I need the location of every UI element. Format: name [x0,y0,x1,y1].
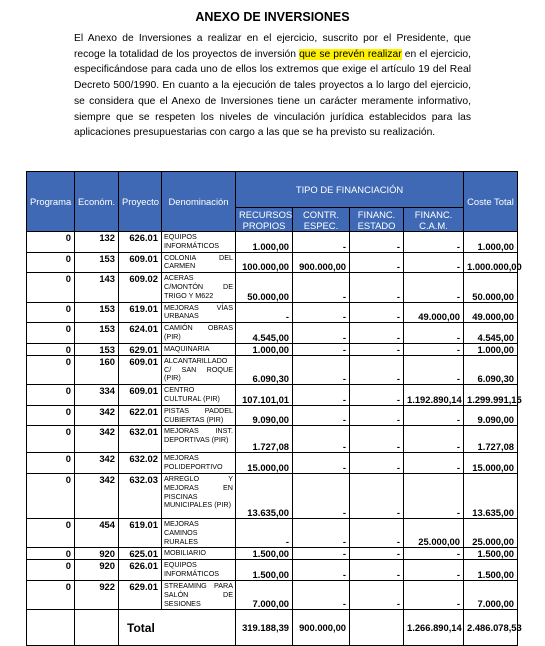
total-financ-cam: 1.266.890,14 [404,610,464,646]
cell-coste-total: 1.500,00 [464,548,518,560]
cell-financ-cam: - [404,343,464,355]
investment-table [26,171,522,646]
cell-contr-espec: - [293,232,350,253]
cell-programa: 0 [27,355,75,384]
cell-recursos-propios: 1.500,00 [236,548,293,560]
cell-financ-cam: - [404,426,464,453]
cell-contr-espec: - [293,560,350,581]
cell-denominacion: PISTAS PADDEL CUBIERTAS (PIR) [162,405,236,426]
cell-contr-espec: - [293,273,350,302]
cell-economica: 153 [75,252,119,273]
cell-programa: 0 [27,580,75,609]
cell-contr-espec: - [293,343,350,355]
table-row [27,385,518,406]
cell-denominacion: MEJORAS CAMINOS RURALES [162,518,236,547]
table-row [27,355,518,384]
cell-proyecto: 625.01 [119,548,162,560]
cell-programa: 0 [27,323,75,344]
cell-denominacion: MAQUINARIA [162,343,236,355]
table-row [27,580,518,609]
cell-contr-espec: - [293,426,350,453]
table-row [27,518,518,547]
cell-financ-cam: - [404,453,464,474]
cell-financ-cam: - [404,580,464,609]
cell-programa: 0 [27,548,75,560]
cell-contr-espec: - [293,355,350,384]
total-row [27,610,518,646]
cell-proyecto: 626.01 [119,232,162,253]
header-proyecto: Proyecto [119,172,162,232]
cell-recursos-propios: 1.727,08 [236,426,293,453]
table-row [27,473,518,518]
cell-economica: 920 [75,548,119,560]
cell-financ-cam: - [404,405,464,426]
cell-denominacion: ACERAS C/MONTÓN DE TRIGO Y M622 [162,273,236,302]
cell-recursos-propios: 9.090,00 [236,405,293,426]
cell-financ-cam: - [404,252,464,273]
cell-proyecto: 626.01 [119,560,162,581]
table-row [27,323,518,344]
header-contr-espec: CONTR. ESPEC. [293,208,350,232]
cell-recursos-propios: 100.000,00 [236,252,293,273]
cell-denominacion: MEJORAS VÍAS URBANAS [162,302,236,323]
cell-proyecto: 609.01 [119,252,162,273]
cell-proyecto: 622.01 [119,405,162,426]
header-financ-estado: FINANC. ESTADO [350,208,404,232]
cell-programa: 0 [27,473,75,518]
cell-economica: 153 [75,323,119,344]
cell-programa: 0 [27,273,75,302]
cell-economica: 342 [75,473,119,518]
cell-proyecto: 609.01 [119,385,162,406]
total-label: Total [119,610,236,646]
cell-proyecto: 632.02 [119,453,162,474]
cell-contr-espec: - [293,405,350,426]
cell-recursos-propios: 6.090,30 [236,355,293,384]
cell-proyecto: 619.01 [119,518,162,547]
cell-denominacion: COLONIA DEL CARMEN [162,252,236,273]
header-tipo-financiacion: TIPO DE FINANCIACIÓN [236,172,464,208]
cell-denominacion: CENTRO CULTURAL (PIR) [162,385,236,406]
page-title: ANEXO DE INVERSIONES [195,10,350,24]
cell-programa: 0 [27,385,75,406]
header-financ-cam: FINANC. C.A.M. [404,208,464,232]
cell-denominacion: MEJORAS INST. DEPORTIVAS (PIR) [162,426,236,453]
table-row [27,405,518,426]
cell-coste-total: 9.090,00 [464,405,518,426]
cell-recursos-propios: 107.101,01 [236,385,293,406]
cell-contr-espec: - [293,385,350,406]
cell-recursos-propios: 4.545,00 [236,323,293,344]
header-denominacion: Denominación [162,172,236,232]
cell-proyecto: 609.02 [119,273,162,302]
cell-financ-cam: - [404,473,464,518]
cell-contr-espec: - [293,323,350,344]
cell-recursos-propios: 1.000,00 [236,232,293,253]
cell-programa: 0 [27,560,75,581]
cell-coste-total: 1.727,08 [464,426,518,453]
cell-coste-total: 1.000.000,00 [464,252,518,273]
intro-paragraph [74,31,471,141]
cell-coste-total: 7.000,00 [464,580,518,609]
cell-recursos-propios: 1.500,00 [236,560,293,581]
cell-financ-cam: 25.000,00 [404,518,464,547]
table-body [27,232,522,646]
cell-programa: 0 [27,302,75,323]
cell-financ-cam: - [404,273,464,302]
cell-economica: 153 [75,302,119,323]
cell-economica: 143 [75,273,119,302]
total-empty-cell [27,610,75,646]
cell-denominacion: ARREGLO Y MEJORAS EN PISCINAS MUNICIPALES (PIR) [162,473,236,518]
cell-contr-espec: - [293,580,350,609]
cell-contr-espec: - [293,548,350,560]
cell-coste-total: 1.299.991,15 [464,385,518,406]
table-row [27,232,518,253]
cell-economica: 342 [75,405,119,426]
cell-financ-estado: - [350,273,404,302]
cell-financ-cam: - [404,232,464,253]
cell-contr-espec: - [293,518,350,547]
cell-denominacion: EQUIPOS INFORMÁTICOS [162,560,236,581]
cell-economica: 153 [75,343,119,355]
cell-financ-estado: - [350,580,404,609]
cell-financ-estado: - [350,302,404,323]
cell-recursos-propios: 15.000,00 [236,453,293,474]
cell-financ-cam: - [404,355,464,384]
header-programa: Programa [27,172,75,232]
cell-contr-espec: - [293,473,350,518]
cell-recursos-propios: - [236,518,293,547]
cell-programa: 0 [27,518,75,547]
cell-financ-estado: - [350,343,404,355]
cell-denominacion: CAMIÓN OBRAS (PIR) [162,323,236,344]
cell-financ-estado: - [350,473,404,518]
cell-financ-cam: - [404,323,464,344]
cell-programa: 0 [27,405,75,426]
cell-economica: 132 [75,232,119,253]
cell-financ-estado: - [350,548,404,560]
cell-economica: 342 [75,426,119,453]
cell-financ-cam: 1.192.890,14 [404,385,464,406]
cell-financ-estado: - [350,323,404,344]
cell-economica: 922 [75,580,119,609]
total-contr-espec: 900.000,00 [293,610,350,646]
cell-denominacion: ALCANTARILLADO C/ SAN ROQUE (PIR) [162,355,236,384]
cell-economica: 334 [75,385,119,406]
table-row [27,252,518,273]
cell-financ-estado: - [350,560,404,581]
cell-proyecto: 629.01 [119,343,162,355]
cell-denominacion: STREAMING PARA SALÓN DE SESIONES [162,580,236,609]
cell-coste-total: 1.500,00 [464,560,518,581]
cell-contr-espec: - [293,453,350,474]
cell-recursos-propios: 7.000,00 [236,580,293,609]
cell-recursos-propios: 13.635,00 [236,473,293,518]
cell-recursos-propios: 50.000,00 [236,273,293,302]
cell-economica: 920 [75,560,119,581]
header-recursos-propios: RECURSOS PROPIOS [236,208,293,232]
cell-programa: 0 [27,453,75,474]
cell-coste-total: 49.000,00 [464,302,518,323]
cell-contr-espec: 900.000,00 [293,252,350,273]
table-row [27,273,518,302]
cell-proyecto: 632.01 [119,426,162,453]
cell-proyecto: 632.03 [119,473,162,518]
intro-text-1: El Anexo de Inversiones a realizar en el ejercicio, suscrito por el Presidente, que recoge la totalidad de los proyectos de inversión [74,33,471,60]
cell-denominacion: EQUIPOS INFORMÁTICOS [162,232,236,253]
cell-coste-total: 6.090,30 [464,355,518,384]
cell-financ-estado: - [350,405,404,426]
cell-programa: 0 [27,343,75,355]
cell-economica: 342 [75,453,119,474]
cell-economica: 160 [75,355,119,384]
cell-financ-estado: - [350,453,404,474]
table-row [27,343,518,355]
intro-text-2: en el ejercicio, especificándose para cada uno de ellos los extremos que exige el artículo 19 del Real Decreto 500/1990. En cuanto a la ejecución de tales proyectos a lo largo del ejercicio, se considera que el Anexo de Inversiones tiene un carácter meramente informativo, siempre que se respeten los niveles de vinculación jurídica establecidos para las aplicaciones presupuestarias con cargo a las que se ha previsto su realización. [74,48,472,139]
cell-denominacion: MOBILIARIO [162,548,236,560]
cell-programa: 0 [27,232,75,253]
table-row [27,302,518,323]
highlighted-text: que se prevén realizar [299,48,402,60]
total-recursos-propios: 319.188,39 [236,610,293,646]
cell-coste-total: 1.000,00 [464,343,518,355]
cell-denominacion: MEJORAS POLIDEPORTIVO [162,453,236,474]
cell-proyecto: 624.01 [119,323,162,344]
total-empty-cell [75,610,119,646]
cell-proyecto: 619.01 [119,302,162,323]
cell-programa: 0 [27,252,75,273]
table-row [27,548,518,560]
cell-coste-total: 25.000,00 [464,518,518,547]
cell-coste-total: 13.635,00 [464,473,518,518]
total-financ-estado [350,610,404,646]
header-economica: Económ. [75,172,119,232]
cell-coste-total: 50.000,00 [464,273,518,302]
total-coste-total: 2.486.078,53 [464,610,518,646]
cell-financ-estado: - [350,252,404,273]
table-row [27,426,518,453]
cell-financ-estado: - [350,355,404,384]
cell-recursos-propios: 1.000,00 [236,343,293,355]
cell-financ-cam: 49.000,00 [404,302,464,323]
cell-proyecto: 609.01 [119,355,162,384]
cell-economica: 454 [75,518,119,547]
cell-financ-cam: - [404,548,464,560]
cell-coste-total: 1.000,00 [464,232,518,253]
header-coste-total: Coste Total [464,172,518,232]
cell-programa: 0 [27,426,75,453]
cell-financ-estado: - [350,426,404,453]
cell-coste-total: 4.545,00 [464,323,518,344]
cell-financ-cam: - [404,560,464,581]
cell-contr-espec: - [293,302,350,323]
table-row [27,453,518,474]
cell-proyecto: 629.01 [119,580,162,609]
table-row [27,560,518,581]
cell-financ-estado: - [350,385,404,406]
cell-recursos-propios: - [236,302,293,323]
cell-financ-estado: - [350,518,404,547]
cell-financ-estado: - [350,232,404,253]
cell-coste-total: 15.000,00 [464,453,518,474]
